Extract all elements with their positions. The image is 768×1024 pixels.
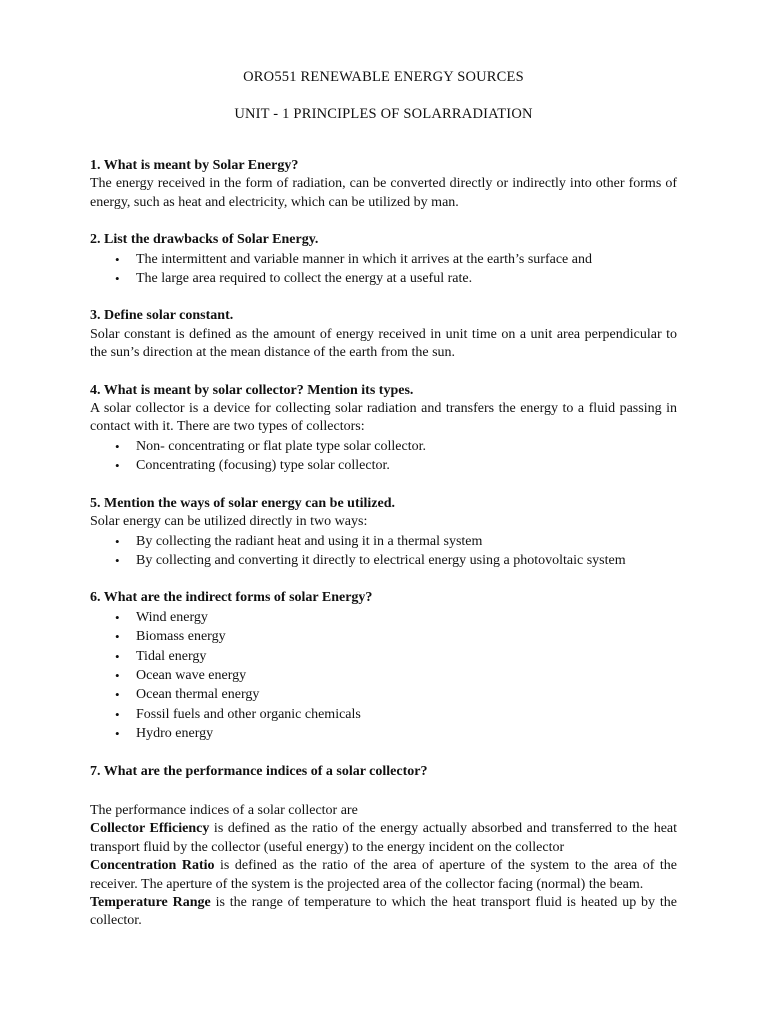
bullet-icon: • bbox=[115, 609, 120, 625]
bullet-icon: • bbox=[115, 552, 120, 568]
list-item bbox=[115, 551, 677, 570]
list-item-text: Ocean thermal energy bbox=[136, 687, 260, 703]
question-5-bullet-list bbox=[90, 532, 677, 571]
definition-text: is defined as the ratio of the area of aperture of the system to the area of the receiver. The aperture of the system is the projected area of the collector facing (normal) the beam. bbox=[90, 858, 677, 892]
bullet-icon: • bbox=[115, 533, 120, 549]
bullet-icon: • bbox=[115, 726, 120, 742]
collector-efficiency-definition bbox=[90, 820, 677, 857]
list-item bbox=[115, 705, 677, 724]
question-2-bullet-list bbox=[90, 250, 677, 289]
question-5-answer: Solar energy can be utilized directly in two ways: bbox=[90, 514, 368, 530]
list-item bbox=[115, 724, 677, 743]
question-1-heading: 1. What is meant by Solar Energy? bbox=[90, 158, 299, 173]
question-7-heading: 7. What are the performance indices of a solar collector? bbox=[90, 763, 428, 779]
list-item bbox=[115, 627, 677, 646]
list-item bbox=[115, 608, 677, 627]
list-item-text: Tidal energy bbox=[136, 648, 207, 664]
question-5-block bbox=[90, 495, 677, 571]
list-item-text: Wind energy bbox=[136, 609, 208, 625]
question-3-block bbox=[90, 307, 677, 362]
course-title: ORO551 RENEWABLE ENERGY SOURCES bbox=[243, 69, 524, 85]
list-item-text: By collecting the radiant heat and using it in a thermal system bbox=[136, 533, 483, 549]
term-temperature-range: Temperature Range bbox=[90, 895, 211, 910]
list-item-text: The intermittent and variable manner in which it arrives at the earth’s surface and bbox=[136, 251, 592, 267]
temperature-range-definition bbox=[90, 894, 677, 931]
question-4-heading: 4. What is meant by solar collector? Mention its types. bbox=[90, 382, 414, 398]
question-1-answer: The energy received in the form of radiation, can be converted directly or indirectly into other forms of energy, such as heat and electricity, which can be utilized by man. bbox=[90, 176, 677, 210]
definition-text: is the range of temperature to which the heat transport fluid is heated up by the collector. bbox=[90, 895, 677, 929]
question-2-heading: 2. List the drawbacks of Solar Energy. bbox=[90, 232, 319, 248]
bullet-icon: • bbox=[115, 251, 120, 267]
list-item bbox=[115, 456, 677, 475]
question-4-block bbox=[90, 382, 677, 476]
bullet-icon: • bbox=[115, 706, 120, 722]
document-page bbox=[90, 68, 677, 950]
question-4-answer: A solar collector is a device for collecting solar radiation and transfers the energy to a fluid passing in contact with it. There are two types of collectors: bbox=[90, 401, 677, 435]
list-item-text: By collecting and converting it directly to electrical energy using a photovoltaic system bbox=[136, 552, 626, 568]
list-item-text: Concentrating (focusing) type solar collector. bbox=[136, 458, 390, 474]
bullet-icon: • bbox=[115, 687, 120, 703]
question-6-block bbox=[90, 589, 677, 743]
bullet-icon: • bbox=[115, 438, 120, 454]
question-4-bullet-list bbox=[90, 437, 677, 476]
concentration-ratio-definition bbox=[90, 857, 677, 894]
question-5-heading: 5. Mention the ways of solar energy can be utilized. bbox=[90, 495, 395, 511]
unit-title: UNIT - 1 PRINCIPLES OF SOLARRADIATION bbox=[234, 106, 533, 122]
list-item bbox=[115, 666, 677, 685]
bullet-icon: • bbox=[115, 629, 120, 645]
list-item-text: Hydro energy bbox=[136, 726, 214, 742]
question-3-answer: Solar constant is defined as the amount of energy received in unit time on a unit area perpendicular to the sun’s direction at the mean distance of the earth from the sun. bbox=[90, 326, 677, 361]
list-item bbox=[115, 269, 677, 288]
question-1-block bbox=[90, 157, 677, 212]
list-item-text: Fossil fuels and other organic chemicals bbox=[136, 706, 361, 722]
list-item bbox=[115, 685, 677, 704]
question-6-bullet-list bbox=[90, 608, 677, 744]
term-collector-efficiency: Collector Efficiency bbox=[90, 821, 210, 837]
list-item bbox=[115, 647, 677, 666]
question-6-heading: 6. What are the indirect forms of solar Energy? bbox=[90, 590, 373, 606]
question-3-heading: 3. Define solar constant. bbox=[90, 308, 234, 324]
list-item-text: Ocean wave energy bbox=[136, 667, 247, 683]
term-concentration-ratio: Concentration Ratio bbox=[90, 858, 215, 874]
list-item bbox=[115, 250, 677, 269]
spacer bbox=[90, 781, 677, 802]
definition-text: is defined as the ratio of the energy actually absorbed and transferred to the heat transport fluid by the collector (useful energy) to the energy incident on the collector bbox=[90, 821, 678, 855]
bullet-icon: • bbox=[115, 648, 120, 664]
question-7-block bbox=[90, 763, 677, 931]
list-item-text: Non- concentrating or flat plate type solar collector. bbox=[136, 438, 427, 454]
bullet-icon: • bbox=[115, 458, 120, 474]
list-item-text: The large area required to collect the energy at a useful rate. bbox=[136, 271, 473, 287]
question-7-intro: The performance indices of a solar collector are bbox=[90, 802, 358, 818]
bullet-icon: • bbox=[115, 271, 120, 287]
list-item-text: Biomass energy bbox=[136, 629, 226, 645]
list-item bbox=[115, 437, 677, 456]
question-2-block bbox=[90, 231, 677, 288]
list-item bbox=[115, 532, 677, 551]
bullet-icon: • bbox=[115, 667, 120, 683]
